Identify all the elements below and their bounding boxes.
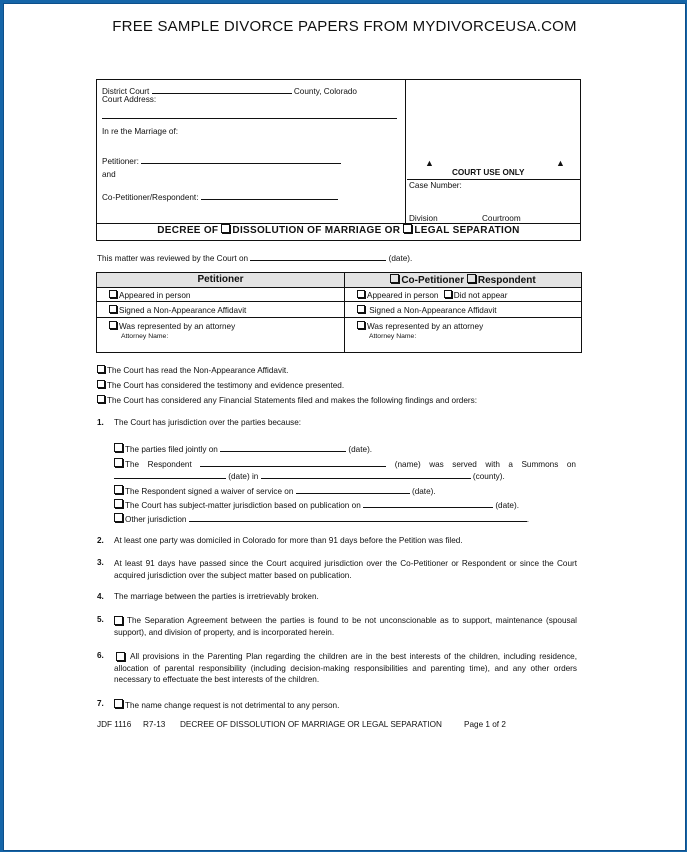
footer-revision: R7-13 [143,720,166,729]
petitioner-attorney [109,321,235,331]
court-address-label: Court Address: [102,95,157,104]
decree-prefix: DECREE OF [157,225,219,236]
reviewed-suffix: (date). [388,254,413,263]
petitioner-label: Petitioner: [102,157,139,166]
respondent-attorney-name-label: Attorney Name: [369,333,417,340]
served-word: with [485,460,500,469]
jurisdiction-publication [114,498,519,510]
jurisdiction-served-checkbox[interactable] [114,458,123,467]
footer-form-number: JDF 1116 [97,720,132,729]
co-petitioner-checkbox[interactable] [390,274,399,283]
county-label: County, Colorado [293,87,357,96]
item-7-text [114,699,339,710]
item-1-text: The Court has jurisdiction over the parties because: [114,418,302,427]
jurisdiction-waiver-suffix: (date). [411,487,436,496]
item-5-number: 5. [97,615,104,624]
item-2-text: At least one party was domiciled in Colorado for more than 91 days before the Petition was filed. [114,536,463,545]
legal-separation-label: LEGAL SEPARATION [414,225,520,236]
district-court-blank[interactable] [152,84,292,94]
petitioner-attorney-name-label: Attorney Name: [121,333,169,340]
respondent-attorney [357,321,483,331]
respondent-did-not-appear-checkbox[interactable] [444,290,452,298]
item-5-checkbox[interactable] [114,616,123,625]
respondent-affidavit-label: Signed a Non-Appearance Affidavit [369,306,497,315]
jurisdiction-other-label: Other jurisdiction [125,515,187,524]
item-5-text [114,615,577,638]
jurisdiction-joint-suffix: (date). [348,445,373,454]
reviewed-line [97,251,412,263]
jurisdiction-joint [114,442,372,454]
jurisdiction-publication-date-blank[interactable] [363,498,493,508]
division-label: Division [409,214,438,223]
petitioner-appeared [109,290,190,300]
respondent-appeared-label: Appeared in person [367,291,439,300]
banner-title: FREE SAMPLE DIVORCE PAPERS FROM MYDIVORCEUSA.COM [112,18,577,35]
jurisdiction-waiver-checkbox[interactable] [114,485,123,494]
document-page [3,3,686,851]
jurisdiction-served-line-2 [114,469,505,481]
item-3-number: 3. [97,558,104,567]
jurisdiction-other-blank[interactable] [189,512,527,522]
item-5-label: The Separation Agreement between the parties is found to be not unconscionable as to support, maintenance (spousal support), and division of property, and is incorporated herein. [114,616,577,637]
and-label: and [102,170,116,179]
reviewed-text: This matter was reviewed by the Court on [97,254,249,263]
jurisdiction-served-date-label: (date) in [228,472,259,481]
respondent-affidavit-checkbox[interactable] [357,305,365,313]
served-word: a [508,460,513,469]
respondent-did-not-appear-label: Did not appear [453,291,508,300]
petitioner-affidavit [109,305,246,315]
footer-title: DECREE OF DISSOLUTION OF MARRIAGE OR LEGAL SEPARATION [180,720,442,729]
jurisdiction-joint-label: The parties filed jointly on [125,445,218,454]
co-petitioner-header-label: Co-Petitioner [401,275,465,286]
served-word: was [429,460,444,469]
jurisdiction-waiver [114,484,436,496]
served-word: (name) [394,460,421,469]
co-petitioner-header [345,274,581,286]
jurisdiction-other-checkbox[interactable] [114,513,123,522]
item-7-checkbox[interactable] [114,699,123,708]
statement-financial [97,395,477,405]
statement-read-label: The Court has read the Non-Appearance Affidavit. [107,366,289,375]
jurisdiction-publication-label: The Court has subject-matter jurisdiction based on publication on [125,501,361,510]
caption-divider [405,80,406,223]
jurisdiction-publication-checkbox[interactable] [114,499,123,508]
court-caption-box [96,79,581,241]
jurisdiction-other [114,512,529,524]
statement-considered-label: The Court has considered the testimony and evidence presented. [107,381,345,390]
item-6-number: 6. [97,651,104,660]
item-6-text [114,651,577,686]
served-word: served [452,460,477,469]
dissolution-checkbox[interactable] [221,224,230,233]
footer-page: Page 1 of 2 [464,720,506,729]
court-use-rule [407,179,580,180]
petitioner-blank[interactable] [141,154,341,164]
co-petitioner-line [102,190,338,202]
triangle-left-icon: ▲ [425,158,434,168]
respondent-header-label: Respondent [477,275,536,286]
jurisdiction-waiver-date-blank[interactable] [296,484,410,494]
respondent-attorney-label: Was represented by an attorney [367,322,484,331]
court-address-blank[interactable] [102,118,397,119]
statement-considered-checkbox[interactable] [97,380,105,388]
legal-separation-checkbox[interactable] [403,224,412,233]
jurisdiction-served-county-label: (county). [472,472,505,481]
triangle-right-icon: ▲ [556,158,565,168]
item-2-number: 2. [97,536,104,545]
dissolution-label: DISSOLUTION OF MARRIAGE OR [232,225,401,236]
petitioner-header: Petitioner [197,274,244,285]
petitioner-affidavit-checkbox[interactable] [109,305,117,313]
court-use-only-label: COURT USE ONLY [452,168,525,177]
statement-financial-checkbox[interactable] [97,395,105,403]
table-row-rule [97,301,581,302]
petitioner-appeared-label: Appeared in person [119,291,191,300]
petitioner-appeared-checkbox[interactable] [109,290,117,298]
co-petitioner-blank[interactable] [201,190,338,200]
petitioner-attorney-label: Was represented by an attorney [119,322,236,331]
jurisdiction-served [114,457,576,469]
district-court-label: District Court [102,87,150,96]
jurisdiction-waiver-label: The Respondent signed a waiver of service on [125,487,294,496]
jurisdiction-served-county-blank[interactable] [261,469,471,479]
jurisdiction-served-name-blank[interactable] [200,457,386,467]
served-word: Respondent [147,460,192,469]
respondent-appeared-checkbox[interactable] [357,290,365,298]
item-4-text: The marriage between the parties is irretrievably broken. [114,592,319,601]
item-7-number: 7. [97,699,104,708]
item-6-checkbox[interactable] [116,652,125,661]
item-4-number: 4. [97,592,104,601]
in-re-label: In re the Marriage of: [102,127,178,136]
item-7-label: The name change request is not detrimental to any person. [125,701,340,710]
served-word: on [566,460,576,469]
courtroom-label: Courtroom [482,214,521,223]
co-petitioner-label: Co-Petitioner/Respondent: [102,193,199,202]
jurisdiction-served-date-blank[interactable] [114,469,226,479]
petitioner-attorney-checkbox[interactable] [109,321,117,329]
item-3-text: At least 91 days have passed since the Court acquired jurisdiction over the Co-Petitioner or Respondent or since the Court acquired jurisdiction over the subject matter based on publication. [114,559,577,580]
table-row-rule [97,317,581,318]
served-word: The [125,460,140,469]
jurisdiction-joint-date-blank[interactable] [220,442,346,452]
item-6-label: All provisions in the Parenting Plan regarding the children are in the best interests of the children, including residence, allocation of parental responsibility (including decision-making responsibilities and parenting time), and any other orders necessary to effectuate the best interests of the children. [114,652,577,684]
appearance-table [96,272,582,353]
respondent-checkbox[interactable] [467,274,476,283]
served-word: Summons [521,460,559,469]
jurisdiction-joint-checkbox[interactable] [114,443,123,452]
statement-read-checkbox[interactable] [97,365,105,373]
respondent-affidavit [357,305,497,315]
case-number-label: Case Number: [409,181,462,190]
respondent-attorney-checkbox[interactable] [357,321,365,329]
item-1-number: 1. [97,418,104,427]
respondent-appeared [357,290,507,300]
decree-title [97,224,580,236]
statement-read [97,365,288,375]
petitioner-line [102,154,341,166]
statement-considered [97,380,344,390]
reviewed-date-blank[interactable] [250,251,386,261]
jurisdiction-other-suffix: . [526,515,529,524]
statement-financial-label: The Court has considered any Financial Statements filed and makes the following findings and orders: [107,396,478,405]
petitioner-affidavit-label: Signed a Non-Appearance Affidavit [119,306,247,315]
jurisdiction-publication-suffix: (date). [495,501,519,510]
